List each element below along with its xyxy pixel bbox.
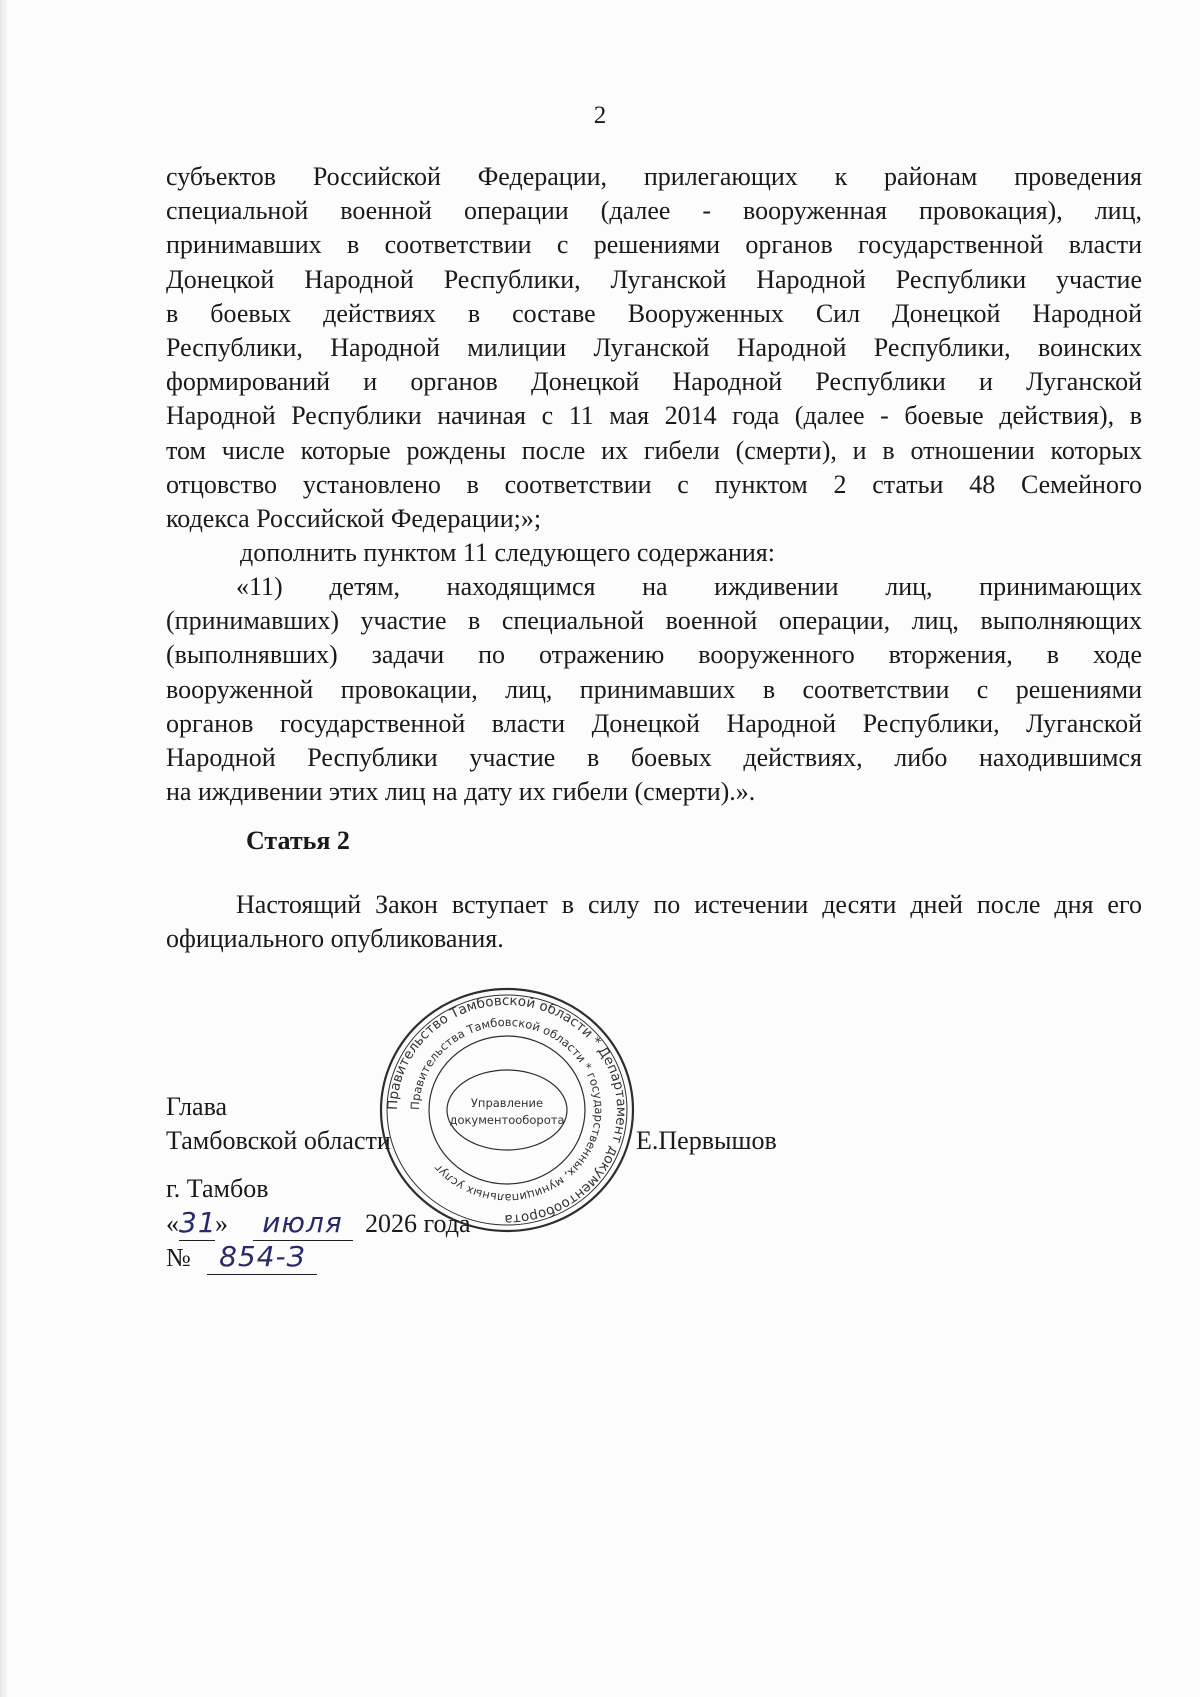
stamp-center-line-2: документооборота [449, 1113, 565, 1127]
body-line: субъектов Российской Федерации, прилегающих к районам проведения [166, 162, 1142, 191]
item-line: вооруженной провокации, лиц, принимавших в соответствии с решениями [166, 674, 1142, 704]
date-day: 31 [179, 1206, 217, 1239]
supplement-line: дополнить пунктом 11 следующего содержания: [240, 538, 775, 568]
continued-paragraph [166, 160, 1142, 570]
page-number: 2 [593, 102, 607, 129]
article-2-paragraph [166, 888, 1142, 956]
stamp-graphic [377, 985, 637, 1235]
stamp-inner-ring-text: Правительства Тамбовской области * государственных, муниципальных услуг [407, 1014, 607, 1206]
signatory-name: Е.Первышов [636, 1126, 777, 1155]
body-line: в боевых действиях в составе Вооруженных Сил Донецкой Народной [166, 298, 1142, 328]
body-line: кодекса Российской Федерации;»; [166, 504, 542, 534]
stamp-outer-ring-text: Правительство Тамбовской области * Департамент документооборота [384, 992, 630, 1228]
item-line: органов государственной власти Донецкой Народной Республики, Луганской [166, 708, 1142, 738]
stamp-center-line-1: Управление [470, 1096, 544, 1110]
official-stamp [377, 985, 637, 1235]
item-line: «11) детям, находящимся на иждивении лиц, принимающих [236, 572, 1142, 601]
item-line: (выполнявших) задачи по отражению вооруженного вторжения, в ходе [166, 640, 1142, 670]
body-line: Донецкой Народной Республики, Луганской Народной Республики участие [166, 264, 1142, 294]
place-of-signing: г. Тамбов [166, 1174, 269, 1203]
number-value: 854-З [207, 1240, 317, 1275]
signatory-position-line-2: Тамбовской области [166, 1126, 391, 1155]
scan-edge-shadow [0, 0, 8, 1697]
signing-date [166, 1206, 471, 1241]
body-line: Народной Республики начиная с 11 мая 2014 года (далее - боевые действия), в [166, 401, 1142, 431]
body-line: принимавших в соответствии с решениями органов государственной власти [166, 230, 1142, 260]
date-open-quote: « [166, 1209, 179, 1238]
body-line: специальной военной операции (далее - вооруженная провокация), лиц, [166, 196, 1142, 226]
date-close-quote: » [215, 1209, 228, 1238]
signatory-position-line-1: Глава [166, 1092, 228, 1121]
law-number [166, 1240, 317, 1275]
body-line: отцовство установлено в соответствии с пунктом 2 статьи 48 Семейного [166, 469, 1142, 499]
date-year: 2026 года [365, 1209, 471, 1238]
number-label: № [166, 1243, 191, 1272]
item-line: Народной Республики участие в боевых действиях, либо находившимся [166, 743, 1142, 773]
date-month: июля [253, 1206, 353, 1241]
item-line: на иждивении этих лиц на дату их гибели (смерти).». [166, 777, 756, 807]
item-11-paragraph [166, 570, 1142, 809]
article-line: Настоящий Закон вступает в силу по истечении десяти дней после дня его [236, 890, 1142, 919]
article-heading: Статья 2 [246, 826, 350, 855]
body-line: формирований и органов Донецкой Народной Республики и Луганской [166, 367, 1142, 397]
article-line: официального опубликования. [166, 924, 504, 954]
body-line: том числе которые рождены после их гибели (смерти), и в отношении которых [166, 435, 1142, 465]
body-line: Республики, Народной милиции Луганской Народной Республики, воинских [166, 333, 1142, 363]
item-line: (принимавших) участие в специальной военной операции, лиц, выполняющих [166, 606, 1142, 636]
